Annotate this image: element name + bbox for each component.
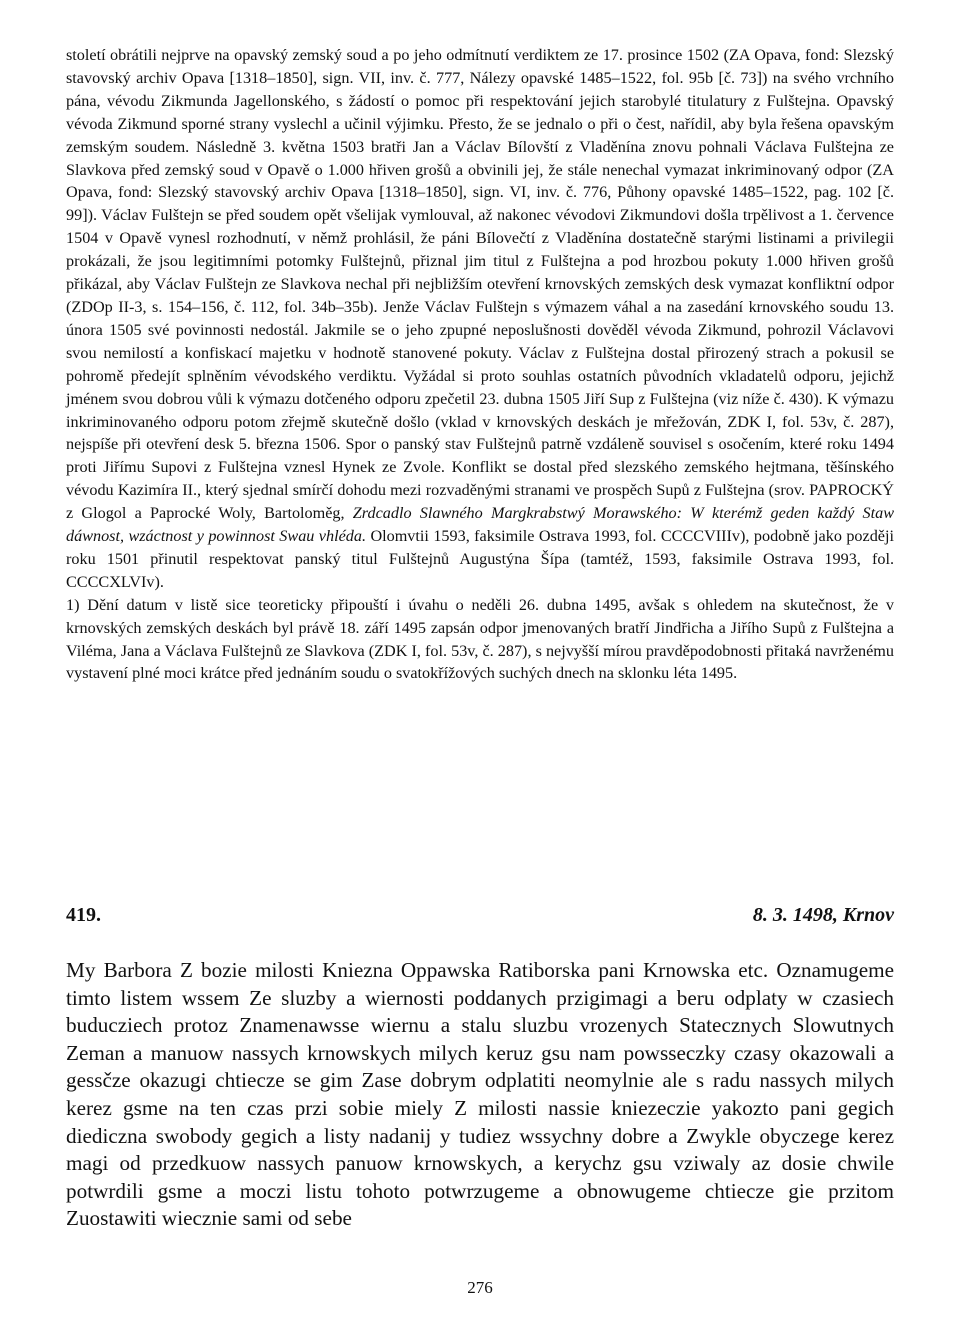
charter-text: My Barbora Z bozie milosti Kniezna Oppawska Ratiborska pani Krnowska etc. Oznamugeme timto listem wssem Ze sluzby a wiernosti poddanych przigimagi a beru odplaty w czasiech buducziech protoz Znamenawsse wiernu a stalu sluzbu vrozenych Statecznych Slowutnych Zeman a manuow nassych krnowskych milych keruz gsu nam powsseczky czasy okazowali a gessčze okazugi chtiecze se gim Zase dobrym odplatiti neomylnie ale s radu nassych milych kerez gsme na ten czas przi sobie miely Z milosti nassie kniezeczie yakozto pani gegich diediczna swobody gegich a listy nadanij y tudiez wssychny dobre a Zwykle obyczege kerez magi od przedkuow nassych panuow krnowskych, a kerychz gsu vziwaly az dosie chwile potwrdili gsme a moczi listu tohoto potwrzugeme a obnowugeme chtiecze gie przitom Zuostawiti wiecznie sami od sebe <box>66 958 894 1231</box>
commentary-text-part2: Olomvtii 1593, faksimile Ostrava 1993, fol. CCCCVIIIv), podobně jako později roku 1501 přinutil respektovat panský titul Fulštejnů Augustýna Šípa (tamtéž, 1593, faksimile Ostrava 1993, fol. CCCCXLVIv). <box>66 527 894 591</box>
entry-header <box>66 904 894 930</box>
italic-book-title: Zrdcadlo Slawného Margkrabstwý Morawského: W kterémž geden každý Staw dáwnost, wzáctnost y powinnost Swau vhléda. <box>66 504 895 546</box>
commentary-notes <box>66 44 894 685</box>
commentary-text-part1: století obrátili nejprve na opavský zemský soud a po jeho odmítnutí verdiktem ze 17. prosince 1502 (ZA Opava, fond: Slezský stavovský archiv Opava [1318–1850], sign. VII, inv. č. 777, Nálezy opavské 1485–1522, fol. 95b [č. 73]) na svého vrchního pána, vévodu Zikmunda Jagellonského, s žádostí o pomoc při respektování jejich starobylé titulatury z Fulštejna. Opavský vévoda Zikmund sporné strany vyslechl a učinil výjimku. Přesto, že se jednalo o při o čest, nařídil, aby byla řešena opavským zemským soudem. Následně 3. května 1503 bratři Jan a Václav Bílovští z Vladěnína znovu pohnali Václava Fulštejna ze Slavkova před zemský soud v Opavě o 1.000 hřiven grošů a obvinili jej, že stále nenechal vymazat inkriminovaný odpor (ZA Opava, fond: Slezský stavovský archiv Opava [1318–1850], sign. VI, inv. č. 776, Půhony opavské 1485–1522, pag. 102 [č. 99]). Václav Fulštejn se před soudem opět všelijak vymlouval, až nakonec vévodovi Zikmundovi došla trpělivost a 1. července 1504 v Opavě vynesl rozhodnutí, v němž prohlásil, že páni Bílovečtí z Vladěnína dostatečně starými listinami a privilegii prokázali, že jsou legitimními potomky Fulštejnů, přiznal jim titul z Fulštejna a pod hrozbou pokuty 1.000 hřiven grošů přikázal, aby Václav Fulštejn ze Slavkova nechal při nejbližším otevření krnovských zemských desk vymazat konfliktní odpor (ZDOp II-3, s. 154–156, č. 112, fol. 34b–35b). Jenže Václav Fulštejn s výmazem váhal a na zasedání krnovského soudu 13. února 1505 své povinnosti nedostál. Jakmile se o jeho zpupné neposlušnosti dověděl vévoda Zikmund, pohrozil Václavovi svou nemilostí a konfiskací majetku v hodnotě stanovené pokuty. Václav z Fulštejna dostal přirozený strach a pokusil se pohromě předejít splněním vévodského verdiktu. Vyžádal si proto souhlas ostatních původních vkladatelů odporu, jejichž jménem svou dobrou vůli k výmazu dotčeného odporu zpečetil 23. dubna 1505 Jiří Sup z Fulštejna (viz níže č. 430). K výmazu inkriminovaného odporu potom zřejmě skutečně došlo (vklad v krnovských deskách je mřežován, ZDK I, fol. 53v, č. 287), nejspíše při otevření desk 5. března 1506. Spor o panský stav Fulštejnů patrně vzdáleně souvisel s osočením, které roku 1494 proti Jiřímu Supovi z Fulštejna vznesl Hynek ze Zvole. Konflikt se dostal před slezského zemského hejtmana, těšínského vévodu Kazimíra II., který sjednal smírčí dohodu mezi rozvaděnými stranami ve prospěch Supů z Fulštejna (srov. PAPROCKÝ z Glogol a Paprocké Woly, Bartoloměg, <box>66 46 894 523</box>
entry-number: 419. <box>66 904 101 926</box>
commentary-paragraph <box>66 44 894 594</box>
page-number: 276 <box>467 1278 493 1297</box>
footnote-1: 1) Dění datum v listě sice teoreticky připouští i úvahu o neděli 26. dubna 1495, avšak s ohledem na skutečnost, že v krnovských zemských deskách byl právě 18. září 1495 zapsán odpor jmenovaných bratří Jindřicha a Jiřího Supů z Fulštejna a Viléma, Jana a Václava Fulštejnů ze Slavkova (ZDK I, fol. 53v, č. 287), s nejvyšší mírou pravděpodobnosti přitaká navrženému vystavení plné moci krátce před jednáním soudu o svatokřížových suchých dnech na sklonku léta 1495. <box>66 595 894 683</box>
document-page <box>66 44 895 1231</box>
entry-date-place: 8. 3. 1498, Krnov <box>752 904 894 926</box>
